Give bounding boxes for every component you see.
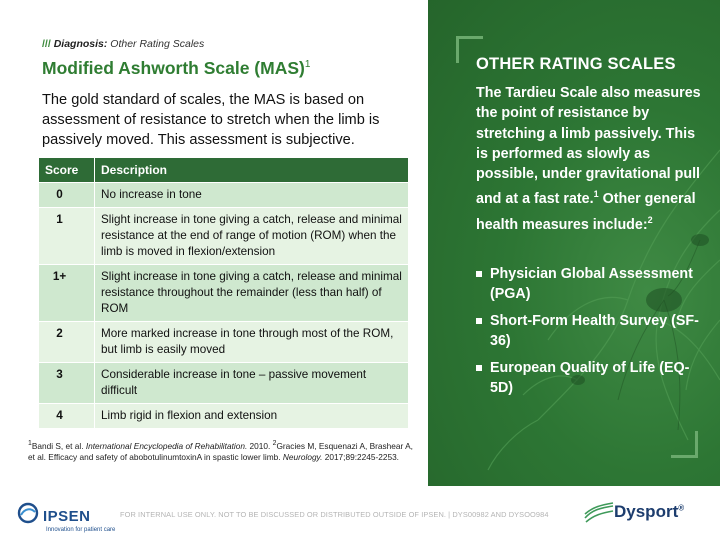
- table-row: [39, 265, 409, 322]
- list-item: [476, 265, 712, 304]
- list-item: [476, 312, 712, 351]
- footer: [0, 486, 720, 540]
- list-item-label: Short-Form Health Survey (SF-36): [490, 313, 699, 349]
- page-title: [42, 58, 310, 79]
- score-cell: 1+: [39, 265, 95, 322]
- section-kicker: [42, 38, 204, 50]
- ref-marker-1: 1: [28, 440, 32, 447]
- panel-body-text: The Tardieu Scale also measures the point of resistance by stretching a limb passively. This is performed as slowly as possible, under gravitational pull and at a fast rate.: [476, 85, 701, 208]
- score-cell: 0: [39, 183, 95, 208]
- description-cell: Limb rigid in flexion and extension: [95, 404, 409, 429]
- table-row: [39, 183, 409, 208]
- description-cell: Slight increase in tone giving a catch, release and minimal resistance at the end of range of motion (ROM) when the limb is moved in flexion/extension: [95, 208, 409, 265]
- list-item-label: European Quality of Life (EQ-5D): [490, 360, 690, 396]
- kicker-label: Diagnosis:: [53, 38, 108, 50]
- ipsen-tagline: Innovation for patient care: [46, 527, 116, 533]
- table-header-row: [39, 158, 409, 183]
- table-row: [39, 404, 409, 429]
- panel-ref-2: 2: [647, 214, 653, 225]
- references: [28, 438, 420, 464]
- ref2-authors: Gracies M, Esquenazi A, Brashear A, et al. Efficacy and safety of abobotulinumtoxinA in spastic lower limb.: [28, 440, 413, 463]
- dysport-name: Dysport: [614, 502, 679, 521]
- intro-paragraph: The gold standard of scales, the MAS is based on assessment of resistance to stretch when the limb is passively moved. This assessment is subjective.: [42, 92, 380, 148]
- panel-ref-1: 1: [593, 189, 599, 200]
- ipsen-logo: [16, 502, 116, 533]
- description-cell: No increase in tone: [95, 183, 409, 208]
- score-cell: 4: [39, 404, 95, 429]
- dysport-logo-icon: [584, 498, 614, 524]
- bullet-square-icon: [476, 318, 482, 324]
- score-cell: 3: [39, 363, 95, 404]
- mas-table: [38, 157, 409, 429]
- health-measures-list: [476, 265, 712, 406]
- table-row: [39, 322, 409, 363]
- description-cell: More marked increase in tone through most of the ROM, but limb is easily moved: [95, 322, 409, 363]
- ref1-title: International Encyclopedia of Rehabilitation.: [85, 440, 248, 451]
- score-cell: 2: [39, 322, 95, 363]
- header-description: Description: [95, 158, 409, 183]
- ipsen-wordmark: IPSEN: [43, 508, 91, 525]
- list-item-label: Physician Global Assessment (PGA): [490, 266, 693, 302]
- ref2-rest: 2017;89:2245-2253.: [322, 452, 399, 463]
- dysport-registered: ®: [678, 503, 685, 513]
- ref-marker-2: 2: [272, 440, 277, 447]
- corner-bracket-icon: [671, 431, 698, 458]
- dysport-logo: [584, 498, 685, 529]
- dysport-wordmark: [614, 502, 684, 522]
- ipsen-logo-icon: [16, 502, 40, 524]
- description-cell: Slight increase in tone giving a catch, release and minimal resistance throughout the remainder (less than half) of ROM: [95, 265, 409, 322]
- side-panel: [428, 0, 720, 486]
- list-item: [476, 359, 712, 398]
- bullet-square-icon: [476, 271, 482, 277]
- page-title-text: Modified Ashworth Scale (MAS): [42, 58, 305, 78]
- description-cell: Considerable increase in tone – passive movement difficult: [95, 363, 409, 404]
- panel-title: OTHER RATING SCALES: [476, 55, 676, 73]
- table-row: [39, 208, 409, 265]
- kicker-topic: Other Rating Scales: [107, 38, 205, 50]
- footer-disclaimer: FOR INTERNAL USE ONLY. NOT TO BE DISCUSSED OR DISTRIBUTED OUTSIDE OF IPSEN. | DYS00982 AND DYSOO984: [120, 510, 549, 519]
- title-ref: 1: [304, 59, 311, 71]
- panel-body: [476, 83, 708, 235]
- ref1-authors: Bandi S, et al.: [31, 440, 86, 451]
- bullet-square-icon: [476, 365, 482, 371]
- score-cell: 1: [39, 208, 95, 265]
- ref2-journal: Neurology.: [282, 452, 323, 463]
- panel-body-text-2: Other general health measures include:: [476, 191, 696, 233]
- kicker-slashes: ///: [42, 38, 51, 50]
- table-row: [39, 363, 409, 404]
- ref1-rest: 2010.: [247, 440, 273, 451]
- header-score: Score: [39, 158, 95, 183]
